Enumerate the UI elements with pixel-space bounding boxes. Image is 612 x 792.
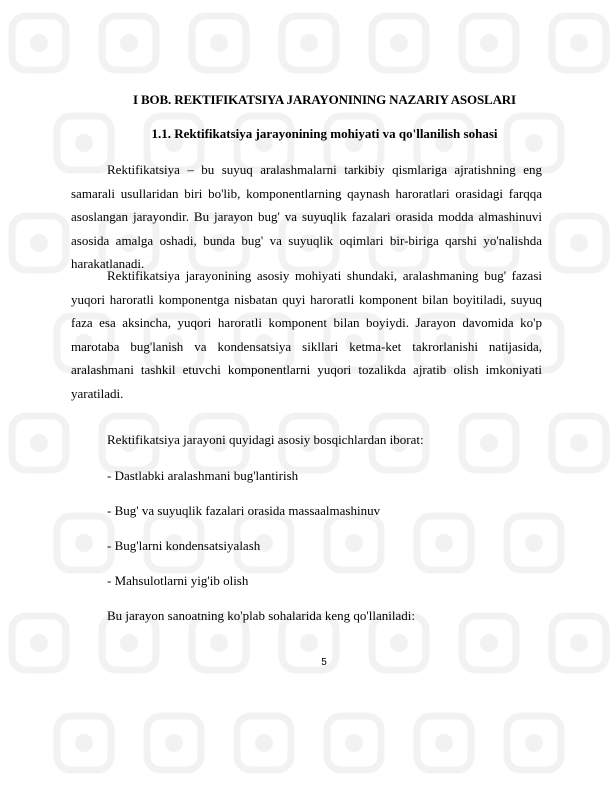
chapter-title: I BOB. REKTIFIKATSIYA JARAYONINING NAZARIY ASOSLARI xyxy=(133,92,516,107)
document-logo-icon xyxy=(368,12,430,74)
list-item: - Bug' va suyuqlik fazalari orasida massaalmashinuv xyxy=(107,503,381,518)
document-logo-icon xyxy=(503,512,565,574)
page-number: 5 xyxy=(321,657,327,668)
list-item: - Bug'larni kondensatsiyalash xyxy=(107,538,261,553)
paragraph-definition: Rektifikatsiya – bu suyuq aralashmalarni tarkibiy qismlariga ajratishning eng samarali usullaridan biri bo'lib, komponentlarning qaynash haroratlari orasidagi farqqa asoslangan jarayondir. Bu jarayon bug' va suyuqlik fazalari orasida modda almashinuvi asosida amalga oshadi, bunda bug' va suyuqlik oqimlari bir-biriga qarshi yo'nalishda harakatlanadi. xyxy=(71,162,542,272)
document-logo-icon xyxy=(233,712,295,774)
document-logo-icon xyxy=(8,212,70,274)
document-logo-icon xyxy=(8,12,70,74)
document-logo-icon xyxy=(98,12,160,74)
document-logo-icon xyxy=(8,412,70,474)
document-logo-icon xyxy=(53,712,115,774)
document-logo-icon xyxy=(413,512,475,574)
document-logo-icon xyxy=(458,412,520,474)
document-logo-icon xyxy=(143,712,205,774)
stages-intro: Rektifikatsiya jarayoni quyidagi asosiy bosqichlardan iborat: xyxy=(107,432,424,447)
closing-sentence: Bu jarayon sanoatning ko'plab sohalarida keng qo'llaniladi: xyxy=(107,608,415,623)
document-logo-icon xyxy=(53,512,115,574)
list-item: - Mahsulotlarni yig'ib olish xyxy=(107,573,249,588)
document-logo-icon xyxy=(188,12,250,74)
paragraph-essence: Rektifikatsiya jarayonining asosiy mohiyati shundaki, aralashmaning bug' fazasi yuqori haroratli komponentga nisbatan quyi haroratli komponent bilan boyitiladi, suyuq faza esa aksincha, yuqori haroratli komponent bilan boyiydi. Jarayon davomida ko'p marotaba bug'lanish va kondensatsiya sikllari ketma-ket takrorlanishi natijasida, aralashmani tashkil etuvchi komponentlarni yuqori tozalikda ajratib olish imkoniyati yaratiladi. xyxy=(71,268,542,401)
document-logo-icon xyxy=(413,712,475,774)
list-item: - Dastlabki aralashmani bug'lantirish xyxy=(107,468,299,483)
document-logo-icon xyxy=(458,12,520,74)
document-logo-icon xyxy=(278,12,340,74)
document-logo-icon xyxy=(548,12,610,74)
document-logo-icon xyxy=(548,212,610,274)
document-logo-icon xyxy=(323,712,385,774)
section-title: 1.1. Rektifikatsiya jarayonining mohiyati va qo'llanilish sohasi xyxy=(151,126,498,141)
document-logo-icon xyxy=(503,712,565,774)
document-logo-icon xyxy=(548,412,610,474)
